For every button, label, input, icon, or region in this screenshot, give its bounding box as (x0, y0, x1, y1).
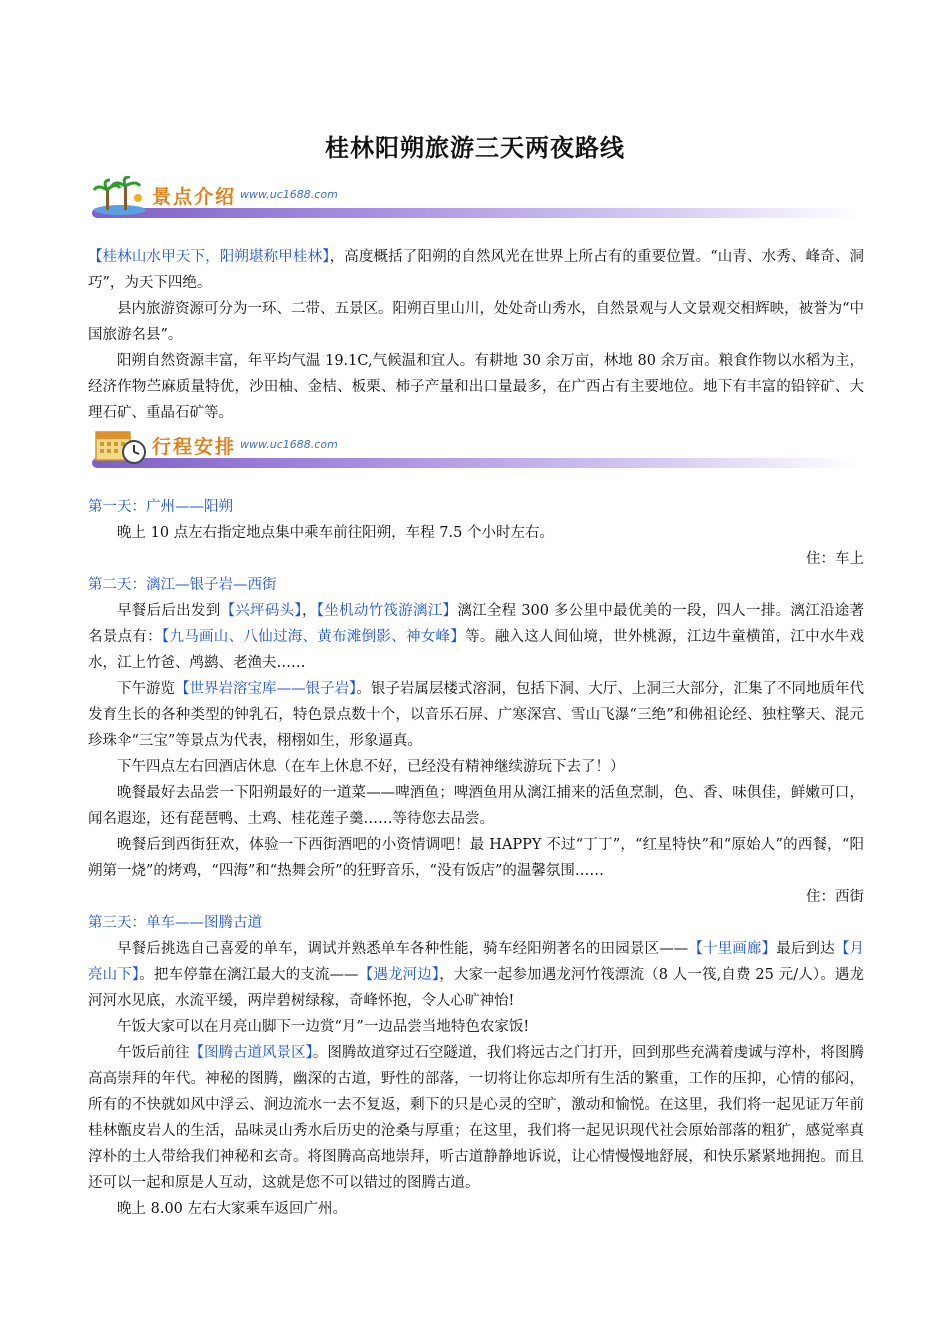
paragraph-text: 等。融入这人间仙境，世外桃源，江边牛童横笛，江中水牛戏水，江上竹爸、鸬鹚、老渔夫…… (88, 629, 865, 671)
highlight-link: 【图腾古道风景区】 (189, 1045, 313, 1061)
intro-paragraph: 县内旅游资源可分为一环、二带、五景区。阳朔百里山川，处处奇山秀水，自然景观与人文景观交相辉映，被誉为“中国旅游名县”。 (88, 301, 864, 343)
highlight-link: 【月亮山下】 (88, 941, 865, 983)
highlight-link: 【桂林山水甲天下，阳朔堪称甲桂林】 (88, 249, 330, 265)
paragraph-text: 下午游览 (117, 681, 176, 697)
day-paragraph: 晚餐后到西街狂欢，体验一下西街酒吧的小资情调吧！最 HAPPY 不过“丁丁”，“红星特快”和“原始人”的西餐，“阳朔第一烧”的烤鸡，“四海”和“热舞会所”的狂野音乐，“没有饭店”的温馨氛围…… (88, 837, 864, 879)
paragraph-text: 早餐后挑选自己喜爱的单车，调试并熟悉单车各种性能，骑车经阳朔著名的田园景区—— (117, 941, 689, 957)
highlight-link: 【十里画廊】 (688, 941, 777, 957)
day-paragraph: 午饭大家可以在月亮山脚下一边赏“月”一边品尝当地特色农家饭! (117, 1019, 530, 1035)
day-paragraph: 晚餐最好去品尝一下阳朔最好的一道菜——啤酒鱼；啤酒鱼用从漓江捕来的活鱼烹制，色、香、味俱佳，鲜嫩可口，闻名遐迩，还有琵琶鸭、土鸡、桂花莲子羹……等待您去品尝。 (88, 785, 864, 827)
paragraph-text: 漓江全程 300 多公里中最优美的一段，四人一排。漓江沿途著名景点有： (88, 603, 865, 645)
banner-site: www.uc1688.com (240, 438, 338, 451)
banner-label: 景点介绍 (152, 186, 237, 208)
stay-note: 住：车上 (806, 551, 864, 567)
highlight-link: 【世界岩溶宝库——银子岩】 (175, 681, 357, 697)
paragraph-text: ，高度概括了阳朔的自然风光在世界上所占有的重要位置。“山青、水秀、峰奇、洞巧”，为天下四绝。 (88, 249, 864, 291)
highlight-link: 【兴坪码头】 (220, 603, 302, 619)
section-banner-itinerary (92, 426, 862, 472)
paragraph-text: 早餐后后出发到 (117, 603, 221, 619)
intro-section (88, 244, 864, 426)
highlight-link: 【坐机动竹筏游漓江】 (316, 603, 458, 619)
banner-site: www.uc1688.com (240, 188, 338, 201)
stay-note: 住：西街 (806, 889, 864, 905)
paragraph-text: 最后到达 (776, 941, 835, 957)
page-title: 桂林阳朔旅游三天两夜路线 (325, 134, 625, 162)
day-heading: 第二天：漓江—银子岩—西街 (88, 577, 277, 593)
day-paragraph: 晚上 8.00 左右大家乘车返回广州。 (117, 1201, 348, 1217)
day-paragraph: 晚上 10 点左右指定地点集中乘车前往阳朔，车程 7.5 个小时左右。 (117, 525, 554, 541)
day-paragraph (88, 676, 864, 754)
banner-label: 行程安排 (152, 436, 237, 458)
paragraph-text: ， (301, 603, 317, 619)
day-paragraph (88, 1040, 864, 1196)
day-paragraph (88, 936, 864, 1014)
paragraph-text: 午饭后前往 (117, 1045, 190, 1061)
banner-bar (92, 208, 862, 218)
itinerary-section (88, 494, 864, 1222)
day-heading: 第三天：单车——图腾古道 (88, 915, 262, 931)
palm-tree-icon (92, 176, 148, 216)
day-paragraph (88, 598, 864, 676)
intro-paragraph: 阳朔自然资源丰富，年平均气温 19.1C,气候温和宜人。有耕地 30 余万亩，林地 80 余万亩。粮食作物以水稻为主，经济作物苎麻质量特优，沙田柚、金桔、板栗、柿子产量和出口量最多，在广西占有主要地位。地下有丰富的铅锌矿、大理石矿、重晶石矿等。 (88, 353, 864, 421)
intro-paragraph (88, 244, 864, 296)
highlight-link: 【九马画山、八仙过海、黄布滩倒影、神女峰】 (161, 629, 466, 645)
day-paragraph: 下午四点左右回酒店休息（在车上休息不好，已经没有精神继续游玩下去了！） (117, 759, 625, 775)
calendar-clock-icon (92, 426, 148, 466)
banner-bar (92, 458, 862, 468)
section-banner-attractions (92, 176, 862, 222)
paragraph-text: 。把车停靠在漓江最大的支流—— (139, 967, 359, 983)
paragraph-text: 。图腾故道穿过石空隧道，我们将远古之门打开，回到那些充满着虔诚与淳朴，将图腾高高崇拜的年代。神秘的图腾，幽深的古道，野性的部落，一切将让你忘却所有生活的繁重，工作的压抑，心情的郁闷，所有的不快就如风中浮云、涧边流水一去不复返，剩下的只是心灵的空旷，激动和愉悦。在这里，我们将一起见证万年前桂林甑皮岩人的生活，品味灵山秀水后历史的沧桑与厚重；在这里，我们将一起见识现代社会原始部落的粗犷，感觉率真淳朴的土人带给我们神秘和玄奇。将图腾高高地崇拜，听古道静静地诉说，让心情慢慢地舒展，和快乐紧紧地拥抱。而且还可以一起和原是人互动，这就是您不可以错过的图腾古道。 (88, 1045, 865, 1191)
highlight-link: 【遇龙河边】 (358, 967, 440, 983)
paragraph-text: 。银子岩属层楼式溶洞，包括下洞、大厅、上洞三大部分，汇集了不同地质年代发育生长的各种类型的钟乳石，特色景点数十个，以音乐石屏、广寒深宫、雪山飞瀑“三绝”和佛祖论经、独柱擎天、混元珍珠伞“三宝”等景点为代表，栩栩如生，形象逼真。 (88, 681, 865, 749)
paragraph-text: ，大家一起参加遇龙河竹筏漂流（8 人一筏,自费 25 元/人）。遇龙河河水见底，水流平缓，两岸碧树绿稼，奇峰怀抱，令人心旷神怡! (88, 967, 865, 1009)
day-heading: 第一天：广州——阳朔 (88, 499, 233, 515)
